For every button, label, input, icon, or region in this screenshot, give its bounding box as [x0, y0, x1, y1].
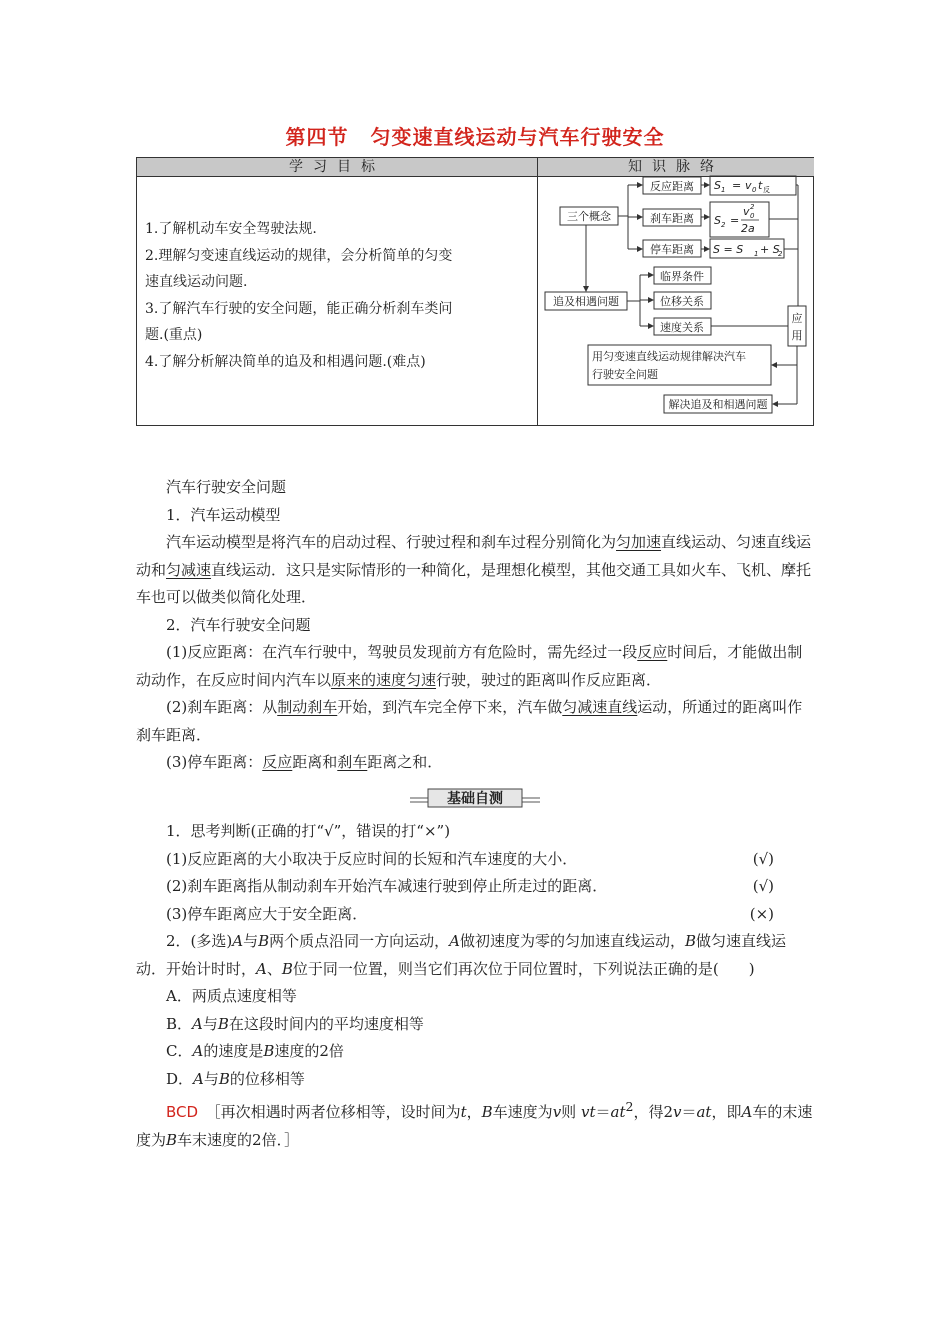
paragraph-braking: (2)刹车距离：从制动刹车开始，到汽车完全停下来，汽车做匀减速直线运动，所通过的距离叫作刹车距离． — [136, 698, 803, 744]
blank-answer: 匀加速 — [616, 533, 662, 551]
paragraph-reaction: (1)反应距离：在汽车行驶中，驾驶员发现前方有危险时，需先经过一段反应时间后，才能做出制动动作，在反应时间内汽车以原来的速度匀速行驶，驶过的距离叫作反应距离． — [136, 643, 803, 689]
svg-text:1: 1 — [754, 250, 759, 258]
apply-label-1: 应 — [791, 312, 803, 325]
goal-line: 4.了解分析解决简单的追及和相遇问题.(难点) — [145, 353, 426, 370]
svg-text:反: 反 — [763, 186, 770, 194]
braking-label: 刹车距离 — [650, 212, 694, 225]
goal-line: 题.(重点) — [145, 327, 203, 343]
blank-answer: 匀减速直线 — [562, 698, 638, 716]
position-label: 位移关系 — [660, 295, 704, 308]
learning-goals-header: 学习目标 — [137, 158, 538, 177]
question-1: 1．思考判断(正确的打“√”，错误的打“×”) — [166, 822, 451, 840]
stopping-label: 停车距离 — [650, 243, 694, 256]
svg-text:1: 1 — [721, 186, 726, 194]
chase-label: 追及相遇问题 — [553, 295, 619, 308]
svg-text:2: 2 — [778, 250, 783, 258]
learning-goals-list — [145, 216, 530, 375]
option-d: D．A与B的位移相等 — [166, 1069, 305, 1088]
judge-item: (1)反应距离的大小取决于反应时间的长短和汽车速度的大小． (√) — [136, 846, 816, 874]
svg-text:0: 0 — [750, 212, 755, 220]
formula-stopping-distance — [713, 243, 783, 258]
critical-label: 临界条件 — [660, 270, 704, 283]
section-number: 第四节 — [285, 125, 349, 149]
goal-line: 速直线运动问题. — [145, 274, 248, 290]
svg-text:+ S: + S — [760, 243, 780, 256]
judge-mark: (√) — [752, 849, 774, 868]
rule-label-2: 行驶安全问题 — [592, 368, 658, 381]
blank-answer: 刹车 — [337, 753, 368, 771]
knowledge-map-header: 知识脉络 — [538, 158, 814, 177]
blank-answer: 反应 — [637, 643, 668, 661]
subheading-safety: 2．汽车行驶安全问题 — [166, 615, 311, 634]
svg-text:S: S — [714, 179, 721, 192]
svg-text:2: 2 — [750, 203, 755, 211]
judge-item: (3)停车距离应大于安全距离． (×) — [136, 901, 816, 929]
solve-label: 解决追及和相遇问题 — [668, 398, 768, 411]
formula-braking-distance — [714, 203, 759, 235]
formula-reaction-distance — [714, 179, 770, 194]
svg-text:2a: 2a — [741, 222, 755, 235]
reaction-label: 反应距离 — [650, 180, 694, 193]
svg-text:S = S: S = S — [713, 243, 744, 256]
judge-item: (2)刹车距离指从制动刹车开始汽车减速行驶到停止所走过的距离． (√) — [136, 873, 816, 901]
rule-label-1: 用匀变速直线运动规律解决汽车 — [592, 350, 746, 363]
answer-key: BCD — [166, 1103, 199, 1121]
option-c: C．A的速度是B速度的2倍 — [166, 1042, 344, 1060]
svg-text:=: = — [730, 214, 740, 227]
apply-label-2: 用 — [791, 329, 803, 342]
answer-explanation: BCD ［再次相遇时两者位移相等，设时间为t，B车速度为v则 $vt=at^2$，得2v＝at，即A车的末速度为B车末速度的2倍．］ — [136, 1099, 813, 1149]
svg-text:2: 2 — [721, 221, 726, 229]
blank-answer: 反应 — [262, 753, 293, 771]
main-content — [136, 474, 816, 777]
svg-text:S: S — [714, 214, 721, 227]
velocity-label: 速度关系 — [660, 321, 704, 334]
svg-text:=: = — [732, 179, 742, 192]
blank-answer: 制动刹车 — [277, 698, 338, 716]
section-topic: 匀变速直线运动与汽车行驶安全 — [370, 125, 665, 149]
page-title — [0, 121, 950, 150]
svg-text:v: v — [743, 205, 750, 218]
svg-text:t: t — [758, 179, 763, 192]
paragraph-model: 汽车运动模型是将汽车的启动过程、行驶过程和刹车过程分别简化为匀加速直线运动、匀速直线运动和匀减速直线运动．这只是实际情形的一种简化，是理想化模型，其他交通工具如火车、飞机、摩托车也可以做类似简化处理． — [136, 533, 812, 606]
paragraph-stopping: (3)停车距离：反应距离和刹车距离之和． — [166, 753, 443, 771]
option-a: A．两质点速度相等 — [166, 987, 297, 1005]
question-2: 2．(多选)A与B两个质点沿同一方向运动，A做初速度为零的匀加速直线运动，B做匀速直线运动．开始计时时，A、B位于同一位置，则当它们再次位于同位置时，下列说法正确的是( ) — [136, 932, 787, 978]
blank-answer: 原来的速度匀速 — [331, 670, 437, 689]
blank-answer: 匀减速 — [166, 560, 212, 579]
judge-mark: (×) — [749, 904, 774, 923]
option-b: B．A与B在这段时间内的平均速度相等 — [166, 1014, 424, 1033]
self-test-badge — [410, 787, 540, 809]
svg-text:v: v — [745, 179, 752, 192]
section-heading: 汽车行驶安全问题 — [166, 478, 287, 496]
goal-line: 2.理解匀变速直线运动的规律，会分析简单的匀变 — [145, 247, 453, 264]
subheading-model: 1．汽车运动模型 — [166, 505, 281, 524]
knowledge-map-diagram — [536, 175, 814, 425]
goal-line: 1.了解机动车安全驾驶法规. — [145, 221, 317, 237]
self-test-questions — [136, 818, 816, 1154]
goal-line: 3.了解汽车行驶的安全问题，能正确分析刹车类问 — [145, 300, 453, 317]
svg-text:0: 0 — [752, 186, 757, 194]
svg-text:基础自测: 基础自测 — [447, 791, 503, 807]
judge-mark: (√) — [752, 877, 774, 895]
three-concepts-label: 三个概念 — [567, 210, 611, 223]
